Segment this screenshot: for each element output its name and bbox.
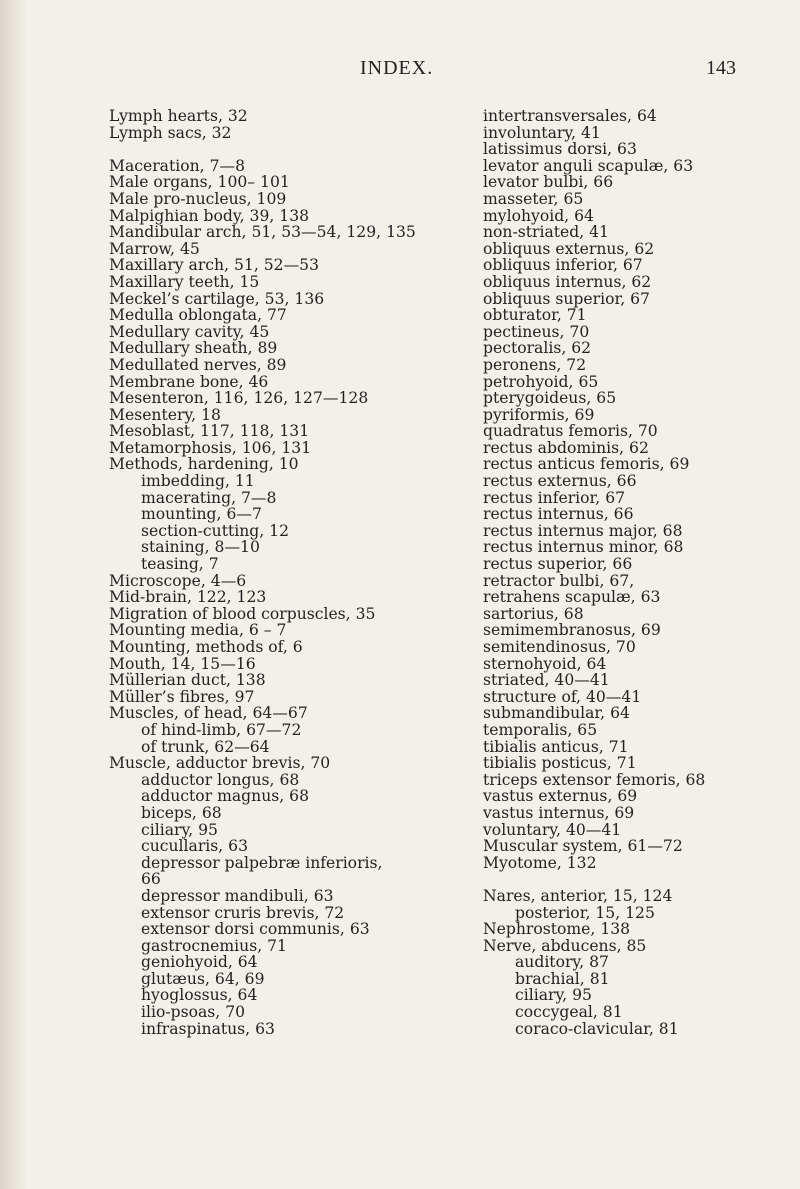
index-subentry: of trunk, 62—64: [141, 737, 270, 756]
index-entry: pectineus, 70: [483, 322, 590, 341]
index-subentry: geniohyoid, 64: [141, 953, 258, 972]
index-entry: levator bulbi, 66: [483, 173, 614, 192]
index-entry: Medullary sheath, 89: [109, 339, 278, 358]
index-subentry: biceps, 68: [141, 803, 222, 822]
index-entry: peronens, 72: [483, 355, 587, 374]
index-entry: Lymph sacs, 32: [109, 123, 232, 142]
index-entry: Maxillary arch, 51, 52—53: [109, 256, 320, 275]
index-entry: Myotome, 132: [483, 853, 597, 872]
index-subentry: glutæus, 64, 69: [141, 969, 265, 988]
running-title: INDEX.: [360, 57, 434, 79]
index-entry: obliquus superior, 67: [483, 289, 650, 308]
index-entry: Marrow, 45: [109, 239, 200, 258]
index-subentry: ciliary, 95: [515, 986, 592, 1005]
index-entry: Male organs, 100– 101: [109, 173, 290, 192]
index-entry: quadratus femoris, 70: [483, 422, 658, 441]
index-entry: Mesoblast, 117, 118, 131: [109, 422, 310, 441]
index-entry: Muscular system, 61—72: [483, 837, 683, 856]
index-entry: Medullary cavity, 45: [109, 322, 270, 341]
index-entry: obliquus inferior, 67: [483, 256, 643, 275]
index-entry: submandibular, 64: [483, 704, 630, 723]
index-subentry: depressor mandibuli, 63: [141, 886, 334, 905]
index-entry: obturator, 71: [483, 306, 587, 325]
index-entry: temporalis, 65: [483, 720, 598, 739]
index-entry: Mesentery, 18: [109, 405, 221, 424]
index-entry: Mouth, 14, 15—16: [109, 654, 256, 673]
index-subentry: extensor dorsi communis, 63: [141, 920, 370, 939]
index-subentry: auditory, 87: [515, 953, 609, 972]
page-spine-shadow: [0, 0, 28, 1189]
index-entry: Müllerian duct, 138: [109, 671, 266, 690]
index-entry: involuntary, 41: [483, 123, 601, 142]
index-entry: Mounting media, 6 – 7: [109, 621, 287, 640]
index-entry: Mid-brain, 122, 123: [109, 588, 267, 607]
index-entry: tibialis posticus, 71: [483, 754, 637, 773]
index-entry: Migration of blood corpuscles, 35: [109, 604, 376, 623]
index-entry: voluntary, 40—41: [483, 820, 622, 839]
page-number: 143: [706, 57, 736, 79]
page-header: [0, 57, 800, 91]
index-subentry: infraspinatus, 63: [141, 1019, 275, 1038]
index-entry: pectoralis, 62: [483, 339, 592, 358]
index-entry: Meckel’s cartilage, 53, 136: [109, 289, 325, 308]
index-entry: latissimus dorsi, 63: [483, 140, 637, 159]
index-entry: Male pro-nucleus, 109: [109, 189, 287, 208]
index-entry: triceps extensor femoris, 68: [483, 770, 706, 789]
index-subentry: coraco-clavicular, 81: [515, 1019, 679, 1038]
index-entry: retrahens scapulæ, 63: [483, 588, 661, 607]
index-entry: Membrane bone, 46: [109, 372, 269, 391]
index-subentry: 66: [141, 870, 161, 889]
index-subentry: mounting, 6—7: [141, 505, 262, 524]
index-entry: Malpighian body, 39, 138: [109, 206, 310, 225]
index-entry: Mounting, methods of, 6: [109, 638, 303, 656]
index-entry: Nephrostome, 138: [483, 920, 631, 939]
index-entry: semitendinosus, 70: [483, 638, 636, 656]
index-subentry: hyoglossus, 64: [141, 986, 258, 1005]
index-entry: vastus externus, 69: [483, 787, 638, 806]
index-entry: rectus superior, 66: [483, 555, 633, 574]
index-subentry: macerating, 7—8: [141, 488, 277, 507]
index-entry: Müller’s fibres, 97: [109, 687, 255, 706]
index-entry: petrohyoid, 65: [483, 372, 599, 391]
index-entry: Maxillary teeth, 15: [109, 272, 260, 291]
index-entry: Metamorphosis, 106, 131: [109, 438, 312, 457]
index-entry: Medulla oblongata, 77: [109, 306, 287, 325]
index-subentry: coccygeal, 81: [515, 1003, 623, 1022]
index-subentry: ciliary, 95: [141, 820, 218, 839]
index-entry: rectus inferior, 67: [483, 488, 626, 507]
index-subentry: teasing, 7: [141, 555, 219, 574]
index-subentry: depressor palpebræ inferioris,: [141, 853, 383, 872]
index-entry: Lymph hearts, 32: [109, 107, 248, 125]
index-column-left: [109, 108, 479, 1037]
index-subentry: adductor magnus, 68: [141, 787, 310, 806]
index-entry: Muscle, adductor brevis, 70: [109, 754, 331, 773]
section-gap: [109, 141, 479, 158]
index-entry: pterygoideus, 65: [483, 389, 617, 408]
index-entry: Microscope, 4—6: [109, 571, 247, 590]
index-subentry: gastrocnemius, 71: [141, 936, 287, 955]
index-entry: rectus internus minor, 68: [483, 538, 684, 557]
index-entry: masseter, 65: [483, 189, 584, 208]
index-entry: vastus internus, 69: [483, 803, 635, 822]
index-subentry: brachial, 81: [515, 969, 610, 988]
index-subentry: imbedding, 11: [141, 472, 255, 491]
index-entry: semimembranosus, 69: [483, 621, 661, 640]
index-entry: tibialis anticus, 71: [483, 737, 629, 756]
index-subentry: adductor longus, 68: [141, 770, 300, 789]
index-entry: Mandibular arch, 51, 53—54, 129, 135: [109, 223, 416, 242]
index-entry: rectus abdominis, 62: [483, 438, 649, 457]
index-subentry: cucullaris, 63: [141, 837, 249, 856]
index-entry: sartorius, 68: [483, 604, 584, 623]
index-entry: pyriformis, 69: [483, 405, 595, 424]
index-entry: sternohyoid, 64: [483, 654, 607, 673]
index-entry: rectus externus, 66: [483, 472, 637, 491]
index-entry: obliquus internus, 62: [483, 272, 652, 291]
index-entry: Medullated nerves, 89: [109, 355, 287, 374]
index-subentry: section-cutting, 12: [141, 521, 289, 540]
index-subentry: extensor cruris brevis, 72: [141, 903, 345, 922]
index-subentry: of hind-limb, 67—72: [141, 720, 302, 739]
index-entry: Mesenteron, 116, 126, 127—128: [109, 389, 369, 408]
index-entry: Muscles, of head, 64—67: [109, 704, 308, 723]
index-entry: rectus anticus femoris, 69: [483, 455, 690, 474]
index-entry: rectus internus major, 68: [483, 521, 683, 540]
index-entry: intertransversales, 64: [483, 107, 657, 125]
index-entry: obliquus externus, 62: [483, 239, 655, 258]
index-entry: rectus internus, 66: [483, 505, 634, 524]
index-entry: retractor bulbi, 67,: [483, 571, 635, 590]
index-entry: structure of, 40—41: [483, 687, 642, 706]
index-entry: levator anguli scapulæ, 63: [483, 156, 694, 175]
index-subentry: posterior, 15, 125: [515, 903, 655, 922]
index-subentry: ilio-psoas, 70: [141, 1003, 246, 1022]
index-entry: Methods, hardening, 10: [109, 455, 299, 474]
index-entry: Nares, anterior, 15, 124: [483, 886, 673, 905]
index-entry: striated, 40—41: [483, 671, 610, 690]
index-entry: Nerve, abducens, 85: [483, 936, 647, 955]
section-gap: [483, 871, 798, 888]
index-subentry: staining, 8—10: [141, 538, 260, 557]
index-entry: Maceration, 7—8: [109, 156, 246, 175]
index-column-right: [483, 108, 798, 1037]
index-entry: mylohyoid, 64: [483, 206, 594, 225]
index-entry: non-striated, 41: [483, 223, 609, 242]
